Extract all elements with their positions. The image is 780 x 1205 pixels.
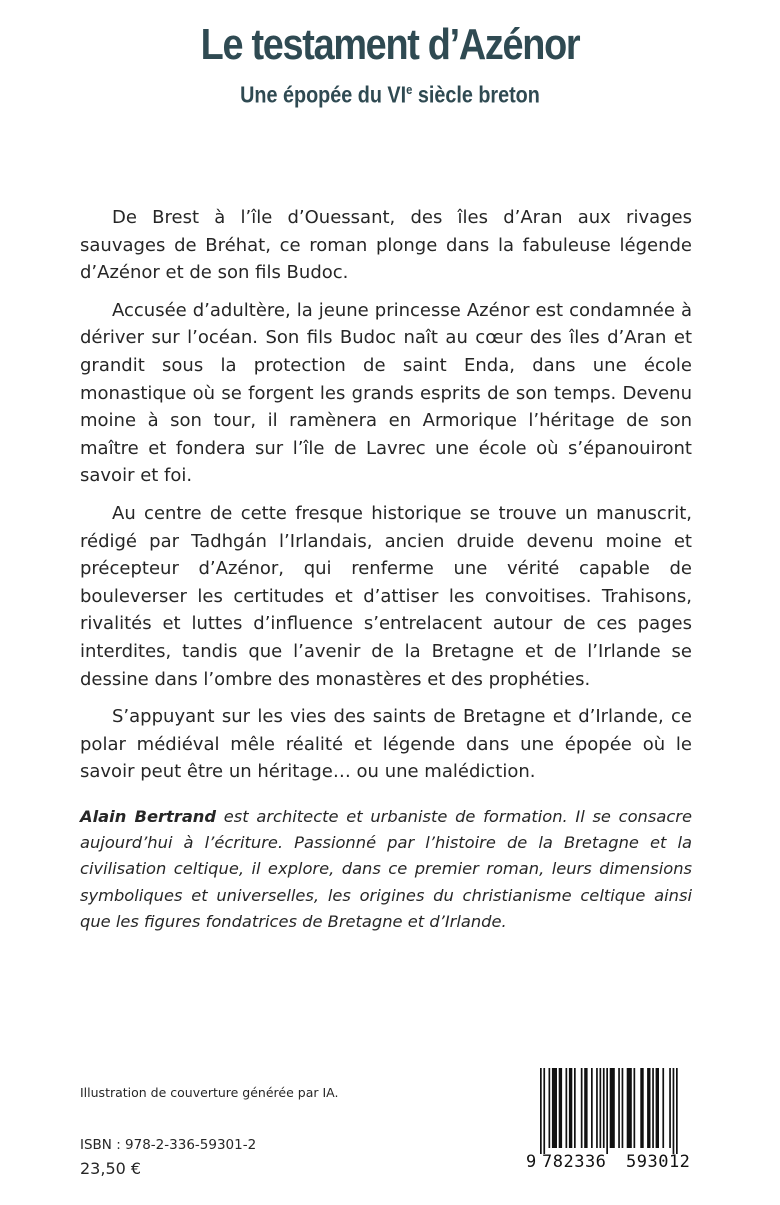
barcode-bar xyxy=(673,1068,675,1154)
barcode-bar xyxy=(656,1068,659,1148)
barcode-bar xyxy=(603,1068,605,1148)
barcode-bar xyxy=(618,1068,620,1148)
subtitle-start: Une épopée du VI xyxy=(240,81,407,108)
barcode-bar xyxy=(543,1068,545,1154)
barcode-bar xyxy=(596,1068,598,1148)
credits xyxy=(80,1084,440,1180)
barcode-bar xyxy=(606,1068,608,1154)
barcode-bar xyxy=(566,1068,568,1148)
barcode-bar xyxy=(591,1068,593,1148)
isbn: ISBN : 978-2-336-59301-2 xyxy=(80,1137,257,1153)
author-bio-text: est architecte et urbaniste de formation. Il se consacre aujourd’hui à l’écriture. Passionné par l’histoire de la Bretagne et la civilisation celtique, il explore, dans ce premier roman, leurs dimensions symboliques et universelles, les origines du christianisme celtique ainsi que les figures fondatrices de Bretagne et d’Irlande. xyxy=(80,807,692,931)
barcode xyxy=(526,1068,712,1178)
barcode-bar xyxy=(581,1068,583,1148)
price: 23,50 € xyxy=(80,1159,142,1178)
barcode-bar xyxy=(559,1068,562,1148)
barcode-bar xyxy=(600,1068,602,1148)
barcode-bars xyxy=(526,1068,712,1154)
illustration-credit: Illustration de couverture générée par IA. xyxy=(80,1085,339,1100)
barcode-bar xyxy=(622,1068,624,1148)
barcode-bar xyxy=(634,1068,636,1148)
barcode-bar xyxy=(552,1068,557,1148)
barcode-bar xyxy=(584,1068,587,1148)
barcode-digit-first: 9 xyxy=(526,1152,537,1172)
author-bio xyxy=(80,804,692,935)
synopsis xyxy=(80,204,692,796)
barcode-bar xyxy=(540,1068,542,1154)
subtitle-superscript: e xyxy=(406,82,413,97)
barcode-bar xyxy=(569,1068,572,1148)
barcode-bar xyxy=(610,1068,615,1148)
barcode-digit-group-2: 593012 xyxy=(626,1152,691,1172)
barcode-bar xyxy=(669,1068,671,1148)
synopsis-paragraph: Accusée d’adultère, la jeune princesse Azénor est condamnée à dériver sur l’océan. Son fils Budoc naît au cœur des îles d’Aran et grandit sous la protection de saint Enda, dans une école monastique où se forgent les grands esprits de son temps. Devenu moine à son tour, il ramènera en Armorique l’héritage de son maître et fondera sur l’île de Lavrec une école où s’épanouiront savoir et foi. xyxy=(80,299,692,487)
barcode-bar xyxy=(574,1068,576,1148)
barcode-bar xyxy=(640,1068,643,1148)
barcode-bar xyxy=(652,1068,654,1148)
synopsis-paragraph: Au centre de cette fresque historique se trouve un manuscrit, rédigé par Tadhgán l’Irlandais, ancien druide devenu moine et précepteur d’Azénor, qui renferme une vérité capable de bouleverser les certitudes et d’attiser les convoitises. Trahisons, rivalités et luttes d’influence s’entrelacent autour de ces pages interdites, tandis que l’avenir de la Bretagne et de l’Irlande se dessine dans l’ombre des monastères et des prophéties. xyxy=(80,502,692,690)
synopsis-paragraph: De Brest à l’île d’Ouessant, des îles d’Aran aux rivages sauvages de Bréhat, ce roman plonge dans la fabuleuse légende d’Azénor et de son fils Budoc. xyxy=(80,207,692,284)
subtitle-end: siècle breton xyxy=(412,81,540,108)
barcode-bar xyxy=(627,1068,632,1148)
cover-header xyxy=(0,14,780,109)
author-name: Alain Bertrand xyxy=(80,807,217,826)
barcode-digits xyxy=(526,1152,712,1174)
synopsis-paragraph: S’appuyant sur les vies des saints de Bretagne et d’Irlande, ce polar médiéval mêle réalité et légende dans une épopée où le savoir peut être un héritage… ou une malédiction. xyxy=(80,706,692,783)
barcode-bar xyxy=(647,1068,650,1148)
barcode-bar xyxy=(549,1068,551,1148)
book-subtitle xyxy=(55,76,726,109)
barcode-digit-group-1: 782336 xyxy=(542,1152,607,1172)
barcode-bar xyxy=(662,1068,664,1148)
barcode-bar xyxy=(676,1068,678,1154)
book-title: Le testament d’Azénor xyxy=(200,20,580,69)
